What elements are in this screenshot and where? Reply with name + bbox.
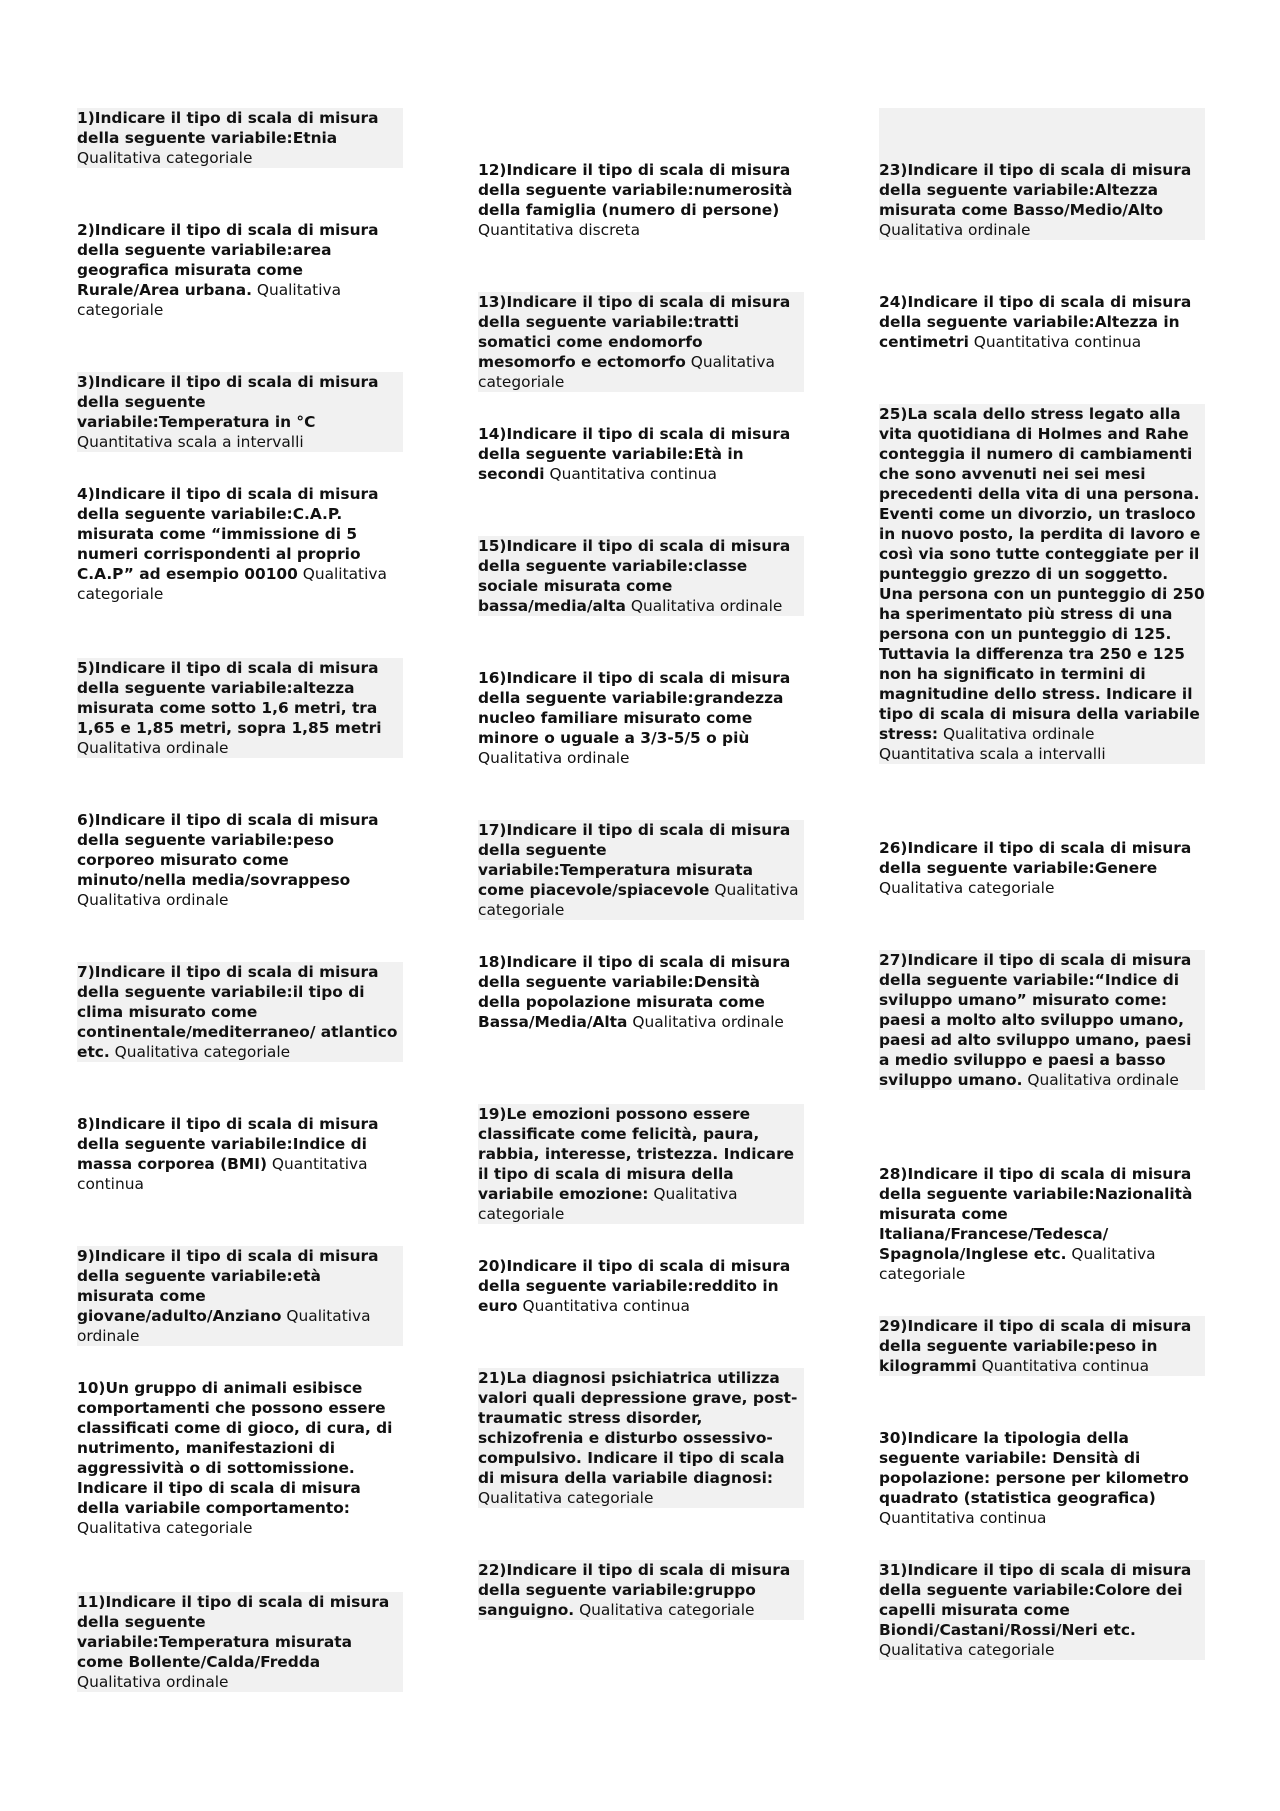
qa-item-22 (478, 1560, 804, 1620)
qa-item-29 (879, 1316, 1205, 1376)
question-text: 27)Indicare il tipo di scala di misura della seguente variabile:“Indice di sviluppo umano” misurato come: paesi a molto alto sviluppo umano, paesi ad alto sviluppo umano, paesi a medio sviluppo e paesi a basso sviluppo umano. (879, 951, 1192, 1089)
qa-item-20 (478, 1256, 804, 1316)
qa-item-16 (478, 668, 804, 768)
question-text: 15)Indicare il tipo di scala di misura della seguente variabile:classe sociale misurata come bassa/media/alta (478, 537, 791, 615)
answer-text: Qualitativa categoriale (114, 1043, 291, 1061)
answer-text: Qualitativa categoriale (579, 1601, 755, 1619)
question-text: 2)Indicare il tipo di scala di misura della seguente variabile:area geografica misurata come Rurale/Area urbana. (77, 221, 379, 299)
qa-item-2 (77, 220, 403, 320)
answer-text: Qualitativa ordinale (942, 725, 1095, 743)
qa-item-26 (879, 838, 1205, 898)
answer-text: Qualitativa ordinale (879, 221, 1031, 239)
question-text: 26)Indicare il tipo di scala di misura della seguente variabile:Genere (879, 839, 1192, 877)
qa-item-23 (879, 160, 1205, 240)
answer-text: Quantitativa continua (549, 465, 717, 483)
answer-text: Quantitativa continua (77, 1155, 368, 1193)
qa-item-28 (879, 1164, 1205, 1284)
qa-item-21 (478, 1368, 804, 1508)
qa-item-13 (478, 292, 804, 392)
qa-item-5 (77, 658, 403, 758)
answer-text: Qualitativa ordinale (77, 891, 229, 909)
qa-item-25 (879, 404, 1205, 764)
answer-text: Qualitativa categoriale (879, 1245, 1156, 1283)
question-text: 13)Indicare il tipo di scala di misura della seguente variabile:tratti somatici come endomorfo mesomorfo e ectomorfo (478, 293, 791, 371)
question-text: 10)Un gruppo di animali esibisce comportamenti che possono essere classificati come di gioco, di cura, di nutrimento, manifestazioni di aggressività o di sottomissione. Indicare il tipo di scala di misura della variabile comportamento: (77, 1379, 393, 1517)
answer-text: Qualitativa ordinale (478, 749, 630, 767)
answer-text: Qualitativa categoriale (478, 881, 799, 919)
qa-item-31 (879, 1560, 1205, 1660)
answer-text: Qualitativa ordinale (77, 1307, 371, 1345)
question-text: 16)Indicare il tipo di scala di misura della seguente variabile:grandezza nucleo familiare misurato come minore o uguale a 3/3-5/5 o più (478, 669, 791, 747)
answer-text: Qualitativa ordinale (77, 739, 229, 757)
answer-text: Qualitativa categoriale (478, 353, 775, 391)
answer-text: Qualitativa ordinale (1027, 1071, 1179, 1089)
qa-item-12 (478, 160, 804, 240)
question-text: 14)Indicare il tipo di scala di misura della seguente variabile:Età in secondi (478, 425, 791, 483)
answer-text: Quantitativa continua (973, 333, 1142, 351)
answer-text: Qualitativa categoriale (77, 1519, 253, 1537)
question-text: 29)Indicare il tipo di scala di misura della seguente variabile:peso in kilogrammi (879, 1317, 1192, 1375)
qa-item-19 (478, 1104, 804, 1224)
question-text: 5)Indicare il tipo di scala di misura della seguente variabile:altezza misurata come sotto 1,6 metri, tra 1,65 e 1,85 metri, sopra 1,85 metri (77, 659, 382, 737)
question-text: 12)Indicare il tipo di scala di misura della seguente variabile:numerosità della famiglia (numero di persone) (478, 161, 793, 219)
answer-text-2: Quantitativa scala a intervalli (879, 745, 1106, 763)
question-text: 28)Indicare il tipo di scala di misura della seguente variabile:Nazionalità misurata come Italiana/Francese/Tedesca/ Spagnola/Inglese etc. (879, 1165, 1193, 1263)
question-text: 1)Indicare il tipo di scala di misura della seguente variabile:Etnia (77, 109, 379, 147)
question-text: 4)Indicare il tipo di scala di misura della seguente variabile:C.A.P. misurata come “immissione di 5 numeri corrispondenti al proprio C.A.P” ad esempio 00100 (77, 485, 379, 583)
answer-text: Qualitativa categoriale (77, 149, 253, 167)
qa-item-10 (77, 1378, 403, 1538)
question-text: 7)Indicare il tipo di scala di misura della seguente variabile:il tipo di clima misurato come continentale/mediterraneo/ atlantico etc. (77, 963, 398, 1061)
qa-item-14 (478, 424, 804, 484)
blank-shaded-block (879, 108, 1205, 166)
question-text: 25)La scala dello stress legato alla vita quotidiana di Holmes and Rahe conteggia il numero di cambiamenti che sono avvenuti nei sei mesi precedenti della vita di una persona. Eventi come un divorzio, un trasloco in nuovo posto, la perdita di lavoro e così via sono tutte conteggiate per il punteggio grezzo di un soggetto. Una persona con un punteggio di 250 ha sperimentato più stress di una persona con un punteggio di 125. Tuttavia la differenza tra 250 e 125 non ha significato in termini di magnitudine dello stress. Indicare il tipo di scala di misura della variabile stress: (879, 405, 1205, 743)
qa-item-11 (77, 1592, 403, 1692)
answer-text: Quantitativa discreta (478, 221, 641, 239)
qa-item-4 (77, 484, 403, 604)
question-text: 11)Indicare il tipo di scala di misura della seguente variabile:Temperatura misurata come Bollente/Calda/Fredda (77, 1593, 390, 1671)
answer-text: Qualitativa categoriale (879, 1641, 1055, 1659)
answer-text: Qualitativa categoriale (478, 1185, 738, 1223)
qa-item-6 (77, 810, 403, 910)
answer-text: Qualitativa categoriale (478, 1489, 654, 1507)
qa-item-7 (77, 962, 403, 1062)
question-text: 21)La diagnosi psichiatrica utilizza valori quali depressione grave, post-traumatic stress disorder, schizofrenia e disturbo ossessivo-compulsivo. Indicare il tipo di scala di misura della variabile diagnosi: (478, 1369, 798, 1487)
qa-item-15 (478, 536, 804, 616)
answer-text: Quantitativa continua (879, 1509, 1047, 1527)
qa-item-17 (478, 820, 804, 920)
qa-item-18 (478, 952, 804, 1032)
answer-text: Quantitativa continua (522, 1297, 690, 1315)
qa-item-30 (879, 1428, 1205, 1528)
question-text: 24)Indicare il tipo di scala di misura della seguente variabile:Altezza in centimetri (879, 293, 1192, 351)
question-text: 20)Indicare il tipo di scala di misura della seguente variabile:reddito in euro (478, 1257, 791, 1315)
answer-text: Qualitativa categoriale (77, 565, 387, 603)
answer-text: Qualitativa ordinale (77, 1673, 229, 1691)
question-text: 9)Indicare il tipo di scala di misura della seguente variabile:età misurata come giovane/adulto/Anziano (77, 1247, 379, 1325)
question-text: 30)Indicare la tipologia della seguente variabile: Densità di popolazione: persone per kilometro quadrato (statistica geografica) (879, 1429, 1189, 1507)
answer-text: Qualitativa categoriale (879, 879, 1055, 897)
question-text: 6)Indicare il tipo di scala di misura della seguente variabile:peso corporeo misurato come minuto/nella media/sovrappeso (77, 811, 379, 889)
question-text: 17)Indicare il tipo di scala di misura della seguente variabile:Temperatura misurata come piacevole/spiacevole (478, 821, 791, 899)
question-text: 19)Le emozioni possono essere classificate come felicità, paura, rabbia, interesse, tristezza. Indicare il tipo di scala di misura della variabile emozione: (478, 1105, 795, 1203)
qa-item-8 (77, 1114, 403, 1194)
answer-text: Qualitativa ordinale (630, 597, 783, 615)
question-text: 18)Indicare il tipo di scala di misura della seguente variabile:Densità della popolazione misurata come Bassa/Media/Alta (478, 953, 791, 1031)
question-text: 22)Indicare il tipo di scala di misura della seguente variabile:gruppo sanguigno. (478, 1561, 791, 1619)
answer-text: Quantitativa continua (981, 1357, 1150, 1375)
question-text: 3)Indicare il tipo di scala di misura della seguente variabile:Temperatura in °C (77, 373, 379, 431)
answer-text: Qualitativa categoriale (77, 281, 342, 319)
question-text: 23)Indicare il tipo di scala di misura della seguente variabile:Altezza misurata come Basso/Medio/Alto (879, 161, 1192, 219)
qa-item-1 (77, 108, 403, 168)
answer-text: Qualitativa ordinale (632, 1013, 784, 1031)
qa-item-24 (879, 292, 1205, 352)
question-text: 8)Indicare il tipo di scala di misura della seguente variabile:Indice di massa corporea (BMI) (77, 1115, 379, 1173)
question-text: 31)Indicare il tipo di scala di misura della seguente variabile:Colore dei capelli misurata come Biondi/Castani/Rossi/Neri etc. (879, 1561, 1192, 1639)
qa-item-3 (77, 372, 403, 452)
answer-text: Quantitativa scala a intervalli (77, 433, 304, 451)
qa-item-27 (879, 950, 1205, 1090)
qa-item-9 (77, 1246, 403, 1346)
